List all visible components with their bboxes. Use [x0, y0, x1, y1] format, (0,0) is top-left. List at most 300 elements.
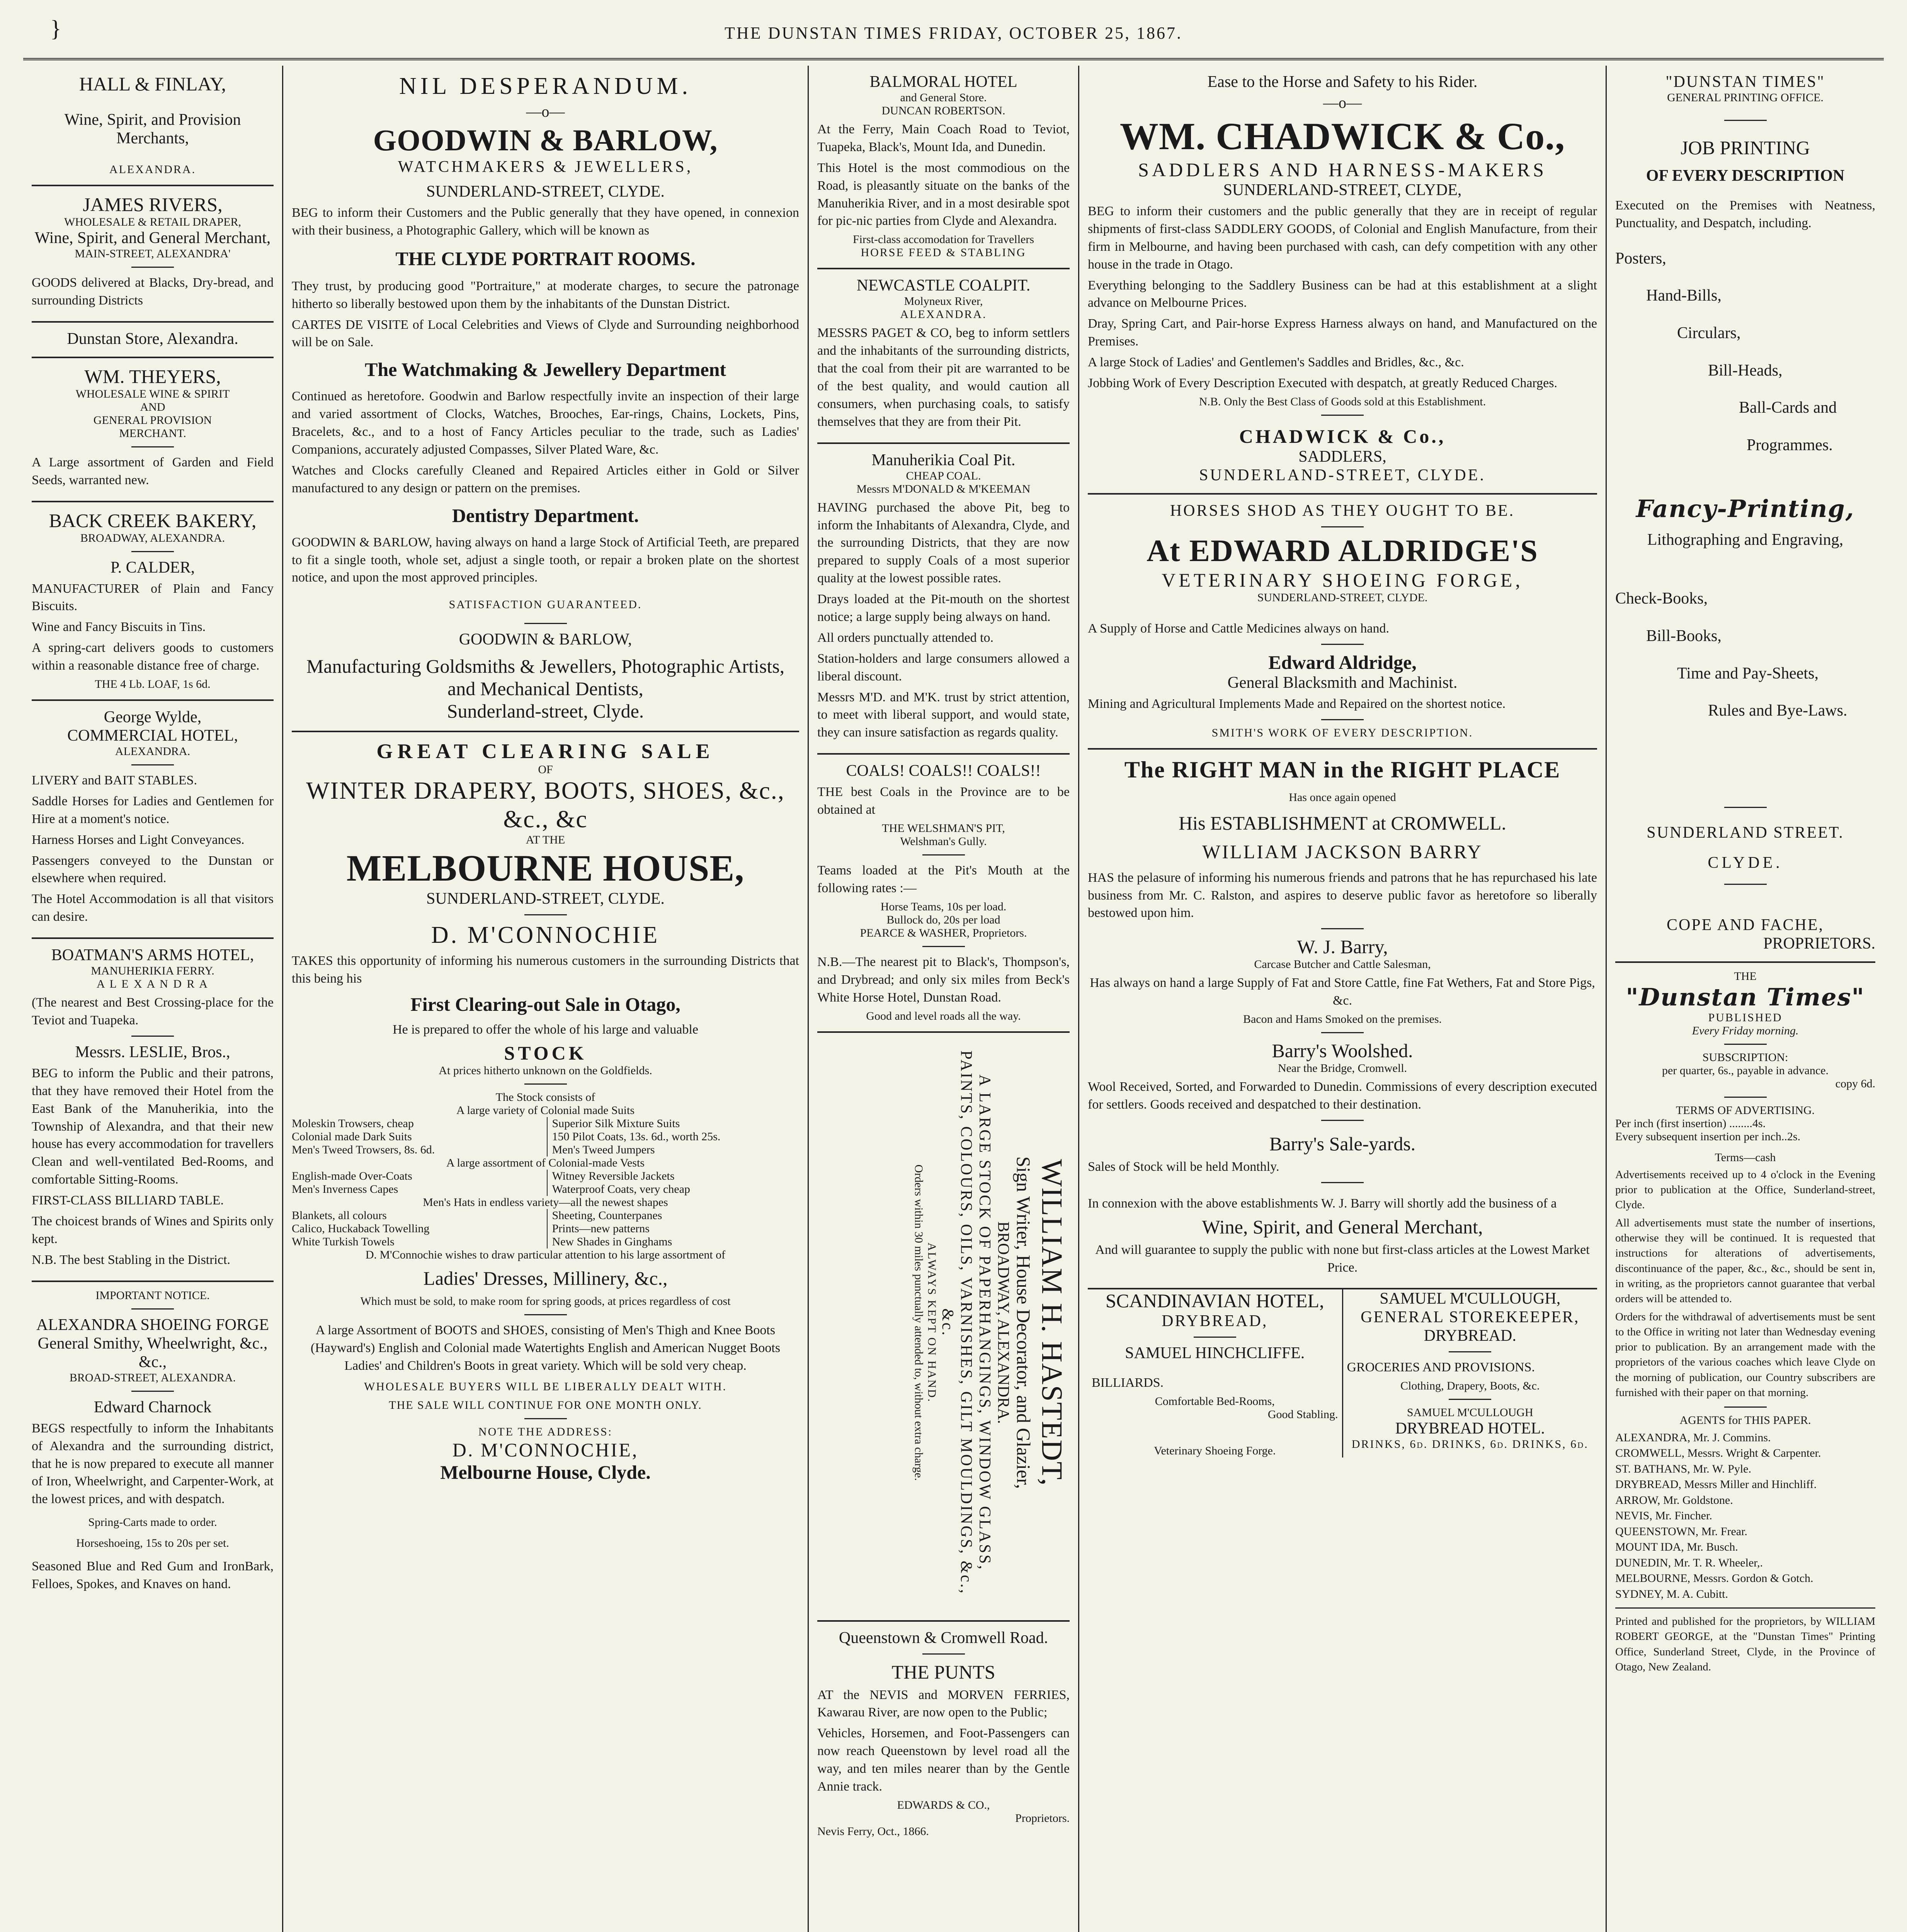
ad-title: WM. CHADWICK & Co.,	[1119, 115, 1565, 158]
ad-text: Bacon and Hams Smoked on the premises.	[1243, 1013, 1442, 1026]
list-item: Programmes.	[1747, 436, 1833, 454]
ad-heading: MELBOURNE HOUSE,	[346, 847, 745, 889]
ad-text: Dray, Spring Cart, and Pair-horse Express Harness always on hand, and Manufactured on the Premises.	[1088, 316, 1597, 349]
ad-text: A large variety of Colonial made Suits	[456, 1104, 635, 1117]
agents-list	[1615, 1430, 1875, 1602]
ad-sign: EDWARDS & CO.,	[897, 1798, 990, 1811]
ad-text: Men's Hats in endless variety—all the newest shapes	[423, 1196, 668, 1209]
ad-sign: SAMUEL M'CULLOUGH	[1407, 1406, 1533, 1419]
ad-owner: SAMUEL HINCHCLIFFE.	[1125, 1344, 1305, 1362]
list-item: DRYBREAD, Messrs Miller and Hinchliff.	[1615, 1478, 1817, 1491]
ad-text: Sales of Stock will be held Monthly.	[1088, 1159, 1279, 1174]
ad-owner: D. M'CONNOCHIE	[431, 922, 660, 949]
list-item: Prints—new patterns	[552, 1222, 650, 1235]
ad-commercial-hotel	[32, 701, 274, 939]
ad-text: Harness Horses and Light Conveyances.	[32, 832, 245, 847]
ad-subtitle: GENERAL PRINTING OFFICE.	[1667, 91, 1824, 104]
ad-text: OF	[538, 763, 553, 776]
ad-text: All advertisements must state the number of insertions, otherwise they will be continued. It is requested that instructions for alterations of advertisements, discontinuance of the paper, &c., &c., should be sent in, in writing, as the proprietors cannot guarantee that verbal orders will be attended to.	[1615, 1217, 1875, 1305]
ad-goodwin-barlow	[292, 66, 799, 732]
list-item: Bill-Books,	[1646, 627, 1722, 645]
ad-text: The choicest brands of Wines and Spirits only kept.	[32, 1214, 274, 1246]
ad-text: Wine, Spirit, and Provision Merchants,	[64, 111, 241, 147]
ad-tagline: HORSES SHOD AS THEY OUGHT TO BE.	[1170, 502, 1515, 520]
ad-text: MANUHERIKIA FERRY.	[91, 964, 214, 978]
ad-text: HAS the pelasure of informing his numerous friends and patrons that he has repurchased his late business from Mr. C. Ralston, and aspires to deserve public favor as heretofore so liberally bestowed upon him.	[1088, 870, 1597, 920]
ad-text: WHOLESALE BUYERS WILL BE LIBERALLY DEALT WITH.	[364, 1380, 727, 1393]
ornament: —o—	[1323, 94, 1362, 111]
divider	[131, 764, 174, 765]
list-item: ST. BATHANS, Mr. W. Pyle.	[1615, 1462, 1752, 1475]
ad-text: BEGS respectfully to inform the Inhabitants of Alexandra and the surrounding district, that he is now prepared to execute all manner of Iron, Wheelwright, and Carpenter-Work, at the lowest prices, and with despatch.	[32, 1421, 274, 1507]
ad-text: HORSE FEED & STABLING	[861, 246, 1026, 259]
item-list	[292, 1170, 799, 1196]
divider	[1724, 1097, 1767, 1098]
list-item: MOUNT IDA, Mr. Busch.	[1615, 1541, 1738, 1554]
ad-title: BACK CREEK BAKERY,	[49, 509, 257, 531]
ad-title: THE PUNTS	[891, 1661, 995, 1683]
ad-text: In connexion with the above establishments W. J. Barry will shortly add the business of a	[1088, 1196, 1557, 1211]
ad-text: Near the Bridge, Cromwell.	[1278, 1062, 1407, 1075]
list-item: ALEXANDRA, Mr. J. Commins.	[1615, 1431, 1771, 1444]
ad-text: Vehicles, Horsemen, and Foot-Passengers can now reach Queenstown by level road all the way, and ten miles nearer than by the Gentle Annie track.	[817, 1726, 1070, 1794]
divider	[524, 1314, 567, 1315]
ad-boatmans-arms	[32, 939, 274, 1282]
divider	[1724, 884, 1767, 885]
ad-theyers	[32, 358, 274, 502]
ad-tagline: Ease to the Horse and Safety to his Rider.	[1207, 73, 1478, 91]
ad-text: (The nearest and Best Crossing-place for the Teviot and Tuapeka.	[32, 995, 274, 1028]
ad-owner: D. M'CONNOCHIE,	[452, 1439, 639, 1461]
ad-text: Every Friday morning.	[1692, 1024, 1799, 1037]
list-item: Bill-Heads,	[1708, 361, 1783, 379]
ad-text: The Hotel Accommodation is all that visitors can desire.	[32, 892, 274, 924]
ad-text: MERCHANT.	[119, 427, 186, 440]
ad-town: ALEXANDRA.	[109, 163, 196, 176]
ad-text: BEG to inform their customers and the public generally that they are in receipt of regular shipments of first-class SADDLERY GOODS, of Colonial and English Manufacture, from their firm in Melbourne, and having been purchased with cash, can defy competition with any other house in the trade in Otago.	[1088, 204, 1597, 272]
ad-subtitle: and General Store.	[900, 91, 987, 104]
ad-text: HAVING purchased the above Pit, beg to inform the Inhabitants of Alexandra, Clyde, and the surrounding Districts, that they are now prepared to supply Coals of a most superior quality at the lowest possible rates.	[817, 500, 1070, 586]
ad-text: Seasoned Blue and Red Gum and IronBark, Felloes, Spokes, and Knaves on hand.	[32, 1559, 274, 1592]
ad-subtitle: SADDLERS AND HARNESS-MAKERS	[1138, 159, 1547, 180]
ad-hall-finlay	[32, 66, 274, 186]
list-item: MELBOURNE, Messrs. Gordon & Gotch.	[1615, 1572, 1813, 1585]
list-item: Circulars,	[1677, 324, 1741, 342]
ad-text: Good and level roads all the way.	[866, 1009, 1021, 1022]
ad-title: COALS! COALS!! COALS!!	[846, 762, 1041, 780]
ad-title: GREAT CLEARING SALE	[376, 740, 714, 763]
ad-text: A large Stock of Ladies' and Gentlemen's Saddles and Bridles, &c., &c.	[1088, 355, 1464, 370]
ad-shoeing-forge	[32, 1282, 274, 1605]
ad-title: The RIGHT MAN in the RIGHT PLACE	[1124, 757, 1561, 782]
ad-text: All orders punctually attended to.	[817, 630, 994, 645]
ad-heading: Barry's Sale-yards.	[1269, 1133, 1416, 1155]
ad-printing-office	[1615, 66, 1875, 963]
ad-subtitle: WINTER DRAPERY, BOOTS, SHOES, &c., &c., &c	[306, 777, 785, 833]
ad-text: BEG to inform the Public and their patrons, that they have removed their Hotel from the East Bank of the Manuherikia, into the Township of Alexandra, and that their new house has every accommodation for travellers Clean and well-ventilated Bed-Rooms, and comfortable Sitting-Rooms.	[32, 1066, 274, 1187]
ad-text: Lithographing and Engraving,	[1647, 531, 1844, 549]
ad-text: DRINKS, 6d. DRINKS, 6d. DRINKS, 6d.	[1351, 1438, 1589, 1451]
ad-text: Good Stabling.	[1267, 1408, 1338, 1421]
ad-aldridge	[1088, 495, 1597, 750]
ad-subtitle: Sign Writer, House Decorator, and Glazier,	[1013, 1156, 1034, 1489]
ad-heading: DRYBREAD HOTEL.	[1395, 1420, 1545, 1438]
ad-text: Advertisements received up to 4 o'clock in the Evening prior to publication at the Office, Sunderland-street, Clyde.	[1615, 1168, 1875, 1211]
ad-text: Continued as heretofore. Goodwin and Barlow respectfully invite an inspection of their large and varied assortment of Clocks, Watches, Brooches, Ear-rings, Chains, Lockets, Pins, Bracelets, &c., and to a host of Fancy Articles peculiar to the trade, such as Ladies' Companions, accurately adjusted Compasses, Silver Plated Ware, &c.	[292, 389, 799, 457]
ad-title: BOATMAN'S ARMS HOTEL,	[51, 946, 254, 964]
list-item: English-made Over-Coats	[292, 1170, 412, 1183]
ad-back-creek-bakery	[32, 502, 274, 701]
ad-sign: COPE AND FACHE,	[1666, 916, 1824, 934]
ad-text: Which must be sold, to make room for spring goods, at prices regardless of cost	[360, 1295, 731, 1308]
ad-title: "Dunstan Times"	[1626, 983, 1865, 1011]
ad-heading: The Watchmaking & Jewellery Department	[364, 359, 726, 381]
item-list	[292, 1117, 799, 1156]
ad-subtitle: Edward Charnock	[94, 1398, 212, 1416]
ad-address: SUNDERLAND STREET.	[1647, 823, 1844, 842]
ad-town: DRYBREAD,	[1162, 1312, 1268, 1330]
list-item: QUEENSTOWN, Mr. Frear.	[1615, 1525, 1747, 1538]
list-item: Men's Tweed Jumpers	[552, 1143, 655, 1156]
ad-text: A large assortment of Colonial-made Vests	[446, 1156, 645, 1170]
ad-text: BEG to inform their Customers and the Public generally that they have opened, in connexion with their business, a Photographic Gallery, which will be known as	[292, 206, 799, 238]
ad-dunstan-store	[32, 323, 274, 358]
ad-text: Per inch (first insertion) ........4s.	[1615, 1117, 1766, 1130]
ad-text: First-class accomodation for Travellers	[852, 233, 1034, 246]
ad-title: SAMUEL M'CULLOUGH,	[1380, 1290, 1561, 1308]
list-item: ARROW, Mr. Goldstone.	[1615, 1493, 1733, 1507]
ad-text: Orders within 30 miles punctually attended to, without extra charge.	[912, 1164, 925, 1481]
divider	[1321, 1120, 1364, 1121]
ad-title: HALL & FINLAY,	[79, 73, 226, 95]
column-1	[23, 66, 282, 1932]
list-item: 150 Pilot Coats, 13s. 6d., worth 25s.	[552, 1130, 721, 1143]
ad-text: D. M'Connochie wishes to draw particular attention to his large assortment of	[365, 1248, 726, 1262]
ad-text: MESSRS PAGET & CO, beg to inform settlers and the inhabitants of the surrounding districts, that the coal from their pit are warranted to be of the best quality, and would caution all consumers, when purchasing coals, to satisfy themselves that they are from their Pit.	[817, 326, 1070, 429]
ad-text: PUBLISHED	[1708, 1011, 1783, 1024]
divider	[1321, 719, 1364, 720]
ad-title: SCANDINAVIAN HOTEL,	[1105, 1290, 1324, 1312]
ad-text: They trust, by producing good "Portraiture," at moderate charges, to secure the patronage hitherto so liberally bestowed upon them by the inhabitants of the Dunstan District.	[292, 279, 799, 311]
ad-subtitle: CHEAP COAL.	[906, 469, 981, 482]
divider	[1724, 120, 1767, 121]
ad-text: Drays loaded at the Pit-mouth on the shortest notice; a large supply being always on hand.	[817, 592, 1070, 624]
ad-text: AT THE	[526, 833, 565, 847]
ad-title: Manuherikia Coal Pit.	[871, 451, 1016, 469]
ad-address: MAIN-STREET, ALEXANDRA'	[75, 247, 231, 260]
ad-text: WHOLESALE & RETAIL DRAPER,	[64, 216, 242, 228]
ad-town: ALEXANDRA.	[900, 308, 987, 321]
ad-melbourne-house	[292, 732, 799, 1492]
ad-date: Nevis Ferry, Oct., 1866.	[817, 1825, 929, 1838]
list-item: Superior Silk Mixture Suits	[552, 1117, 680, 1130]
divider	[922, 1653, 965, 1655]
ad-text: SMITH'S WORK OF EVERY DESCRIPTION.	[1211, 726, 1473, 739]
list-item: Rules and Bye-Laws.	[1708, 702, 1847, 720]
ad-text: Terms—cash	[1715, 1151, 1776, 1164]
ad-text: PEARCE & WASHER, Proprietors.	[860, 926, 1027, 939]
ad-text: N.B. Only the Best Class of Goods sold at this Establishment.	[1199, 395, 1486, 408]
divider	[524, 623, 567, 624]
ad-text: FIRST-CLASS BILLIARD TABLE.	[32, 1193, 224, 1208]
ad-text: NOTE THE ADDRESS:	[478, 1425, 613, 1438]
ad-text: THE	[1734, 969, 1757, 983]
ad-text: Horseshoeing, 15s to 20s per set.	[76, 1537, 229, 1550]
ad-title: George Wylde,	[104, 708, 202, 726]
rotated-ad	[912, 1044, 1068, 1601]
list-item: Witney Reversible Jackets	[552, 1170, 675, 1183]
ad-text: He is prepared to offer the whole of his large and valuable	[393, 1022, 698, 1037]
ad-text: PROPRIETORS.	[1763, 934, 1875, 952]
ad-text: GROCERIES AND PROVISIONS.	[1347, 1360, 1535, 1375]
ad-town: CLYDE.	[1708, 854, 1783, 872]
list-item: Blankets, all colours	[292, 1209, 387, 1222]
ad-town: A L E X A N D R A	[97, 978, 209, 991]
ad-subtitle: OF EVERY DESCRIPTION	[1646, 167, 1845, 185]
list-item: Waterproof Coats, very cheap	[552, 1183, 690, 1196]
ad-heading: STOCK	[504, 1042, 587, 1064]
ad-newcastle-coalpit	[817, 269, 1070, 444]
ad-text: This Hotel is the most commodious on the Road, is pleasantly situate on the banks of the Manuherikia River, and in a most desirable spot for pic-nic parties from Clyde and Alexandra.	[817, 160, 1070, 228]
divider	[922, 854, 965, 855]
ad-heading: Dentistry Department.	[452, 504, 639, 526]
list-item: Men's Inverness Capes	[292, 1183, 398, 1196]
divider	[131, 267, 174, 268]
job-list	[1615, 240, 1875, 464]
ad-text: Carcase Butcher and Cattle Salesman,	[1254, 958, 1431, 971]
ad-text: Bullock do, 20s per load	[886, 913, 1000, 926]
ad-james-rivers	[32, 186, 274, 323]
ad-text: Comfortable Bed-Rooms,	[1155, 1395, 1275, 1408]
ad-text: Wine and Fancy Biscuits in Tins.	[32, 620, 206, 634]
ad-text: Has always on hand a large Supply of Fat and Store Cattle, fine Fat Wethers, Fat and Store Pigs, &c.	[1090, 976, 1595, 1008]
top-rule	[23, 58, 1884, 60]
ad-barry	[1088, 750, 1597, 1290]
list-item: Moleskin Trowsers, cheap	[292, 1117, 414, 1130]
divider	[131, 1391, 174, 1392]
ad-road: Queenstown & Cromwell Road.	[839, 1629, 1048, 1647]
list-item: White Turkish Towels	[292, 1235, 395, 1248]
ad-town: ALEXANDRA.	[115, 745, 191, 758]
ad-text: The Stock consists of	[495, 1091, 595, 1104]
ad-text: AT the NEVIS and MORVEN FERRIES, Kawarau River, are now open to the Public;	[817, 1687, 1070, 1720]
ad-address: BROAD-STREET, ALEXANDRA.	[69, 1371, 236, 1384]
ad-sign: Edward Aldridge,	[1268, 651, 1417, 673]
ad-heading: First Clearing-out Sale in Otago,	[410, 993, 680, 1015]
ad-heading: Ladies' Dresses, Millinery, &c.,	[423, 1267, 668, 1289]
masthead	[23, 16, 1884, 58]
ad-text: copy 6d.	[1835, 1077, 1875, 1090]
list-item: Ball-Cards and	[1739, 399, 1837, 417]
ad-text: CARTES DE VISITE of Local Celebrities and Views of Clyde and Surrounding neighborhood will be on Sale.	[292, 317, 799, 350]
ad-subtitle: General Smithy, Wheelwright, &c., &c.,	[37, 1334, 268, 1371]
list-item: Check-Books,	[1615, 590, 1708, 608]
ad-text: Mining and Agricultural Implements Made and Repaired on the shortest notice.	[1088, 696, 1506, 711]
ad-title: Dunstan Store, Alexandra.	[67, 330, 238, 348]
list-item: CROMWELL, Messrs. Wright & Carpenter.	[1615, 1447, 1821, 1460]
divider	[1724, 807, 1767, 808]
divider	[1321, 928, 1364, 929]
ad-text: Wool Received, Sorted, and Forwarded to Dunedin. Commissions of every description executed for settlers. Goods received and despatched to their destination.	[1088, 1080, 1597, 1112]
ad-manuherikia-coal	[817, 444, 1070, 755]
ad-welshmans-pit	[817, 755, 1070, 1032]
list-item: Posters,	[1615, 249, 1666, 267]
ad-owner: Messrs M'DONALD & M'KEEMAN	[856, 482, 1031, 495]
ad-text: WHOLESALE WINE & SPIRIT	[75, 387, 230, 400]
list-item: DUNEDIN, Mr. T. R. Wheeler,.	[1615, 1556, 1763, 1569]
item-list	[292, 1209, 799, 1248]
ad-sign: SADDLERS,	[1298, 447, 1386, 466]
column-5	[1606, 66, 1884, 1932]
list-item: Time and Pay-Sheets,	[1677, 664, 1819, 682]
ad-notice: IMPORTANT NOTICE.	[95, 1289, 210, 1302]
ad-hastedt	[817, 1033, 1070, 1622]
divider	[1194, 1337, 1236, 1338]
ad-sign-desc: Manufacturing Goldsmiths & Jewellers, Photographic Artists, and Mechanical Dentists,	[306, 655, 785, 700]
ad-the-punts	[817, 1622, 1070, 1847]
ad-address: SUNDERLAND-STREET, CLYDE.	[426, 890, 665, 908]
ad-text: A Large assortment of Garden and Field Seeds, warranted new.	[32, 455, 274, 487]
ad-address: Sunderland-street, Clyde.	[447, 700, 644, 722]
divider	[131, 1308, 174, 1310]
ad-text: BILLIARDS.	[1092, 1376, 1164, 1390]
ad-text: A Supply of Horse and Cattle Medicines always on hand.	[1088, 621, 1389, 636]
divider	[922, 946, 965, 947]
ad-text: SATISFACTION GUARANTEED.	[449, 598, 642, 611]
ad-text: ALWAYS KEPT ON HAND.	[925, 1242, 938, 1403]
ad-address: SUNDERLAND-STREET, CLYDE.	[1199, 466, 1486, 484]
ad-text: AND	[140, 400, 165, 413]
ad-text: Jobbing Work of Every Description Executed with despatch, at greatly Reduced Charges.	[1088, 376, 1557, 391]
list-item: Colonial made Dark Suits	[292, 1130, 412, 1143]
divider	[1449, 1399, 1491, 1400]
column-4	[1078, 66, 1606, 1932]
divider	[1321, 644, 1364, 645]
ad-text: THE SALE WILL CONTINUE FOR ONE MONTH ONLY.	[389, 1398, 702, 1412]
ad-text: LIVERY and BAIT STABLES.	[32, 773, 197, 788]
ad-text: N.B.—The nearest pit to Black's, Thompson's, and Drybread; and only six miles from Beck's White Horse Hotel, Dunstan Road.	[817, 954, 1070, 1005]
list-item: Calico, Huckaback Towelling	[292, 1222, 430, 1235]
ad-text: A LARGE STOCK OF PAPERHANGINGS, WINDOW GLASS, PAINTS, COLOURS, OILS, VARNISHES, GILT MOULDINGS, &c., &c.	[939, 1050, 993, 1595]
ad-address: SUNDERLAND-STREET, CLYDE,	[1223, 181, 1462, 199]
ad-address: SUNDERLAND-STREET, CLYDE.	[1257, 591, 1428, 604]
ad-text: Horse Teams, 10s per load.	[880, 900, 1007, 913]
divider	[1321, 1182, 1364, 1183]
divider	[1724, 1044, 1767, 1045]
ad-town: DRYBREAD.	[1424, 1327, 1516, 1345]
ad-text: Executed on the Premises with Neatness, Punctuality, and Despatch, including.	[1615, 198, 1875, 230]
ad-heading: JOB PRINTING	[1681, 137, 1810, 158]
ad-heading: Barry's Woolshed.	[1272, 1040, 1413, 1062]
ad-paper-info	[1615, 963, 1875, 1686]
ad-motto: NIL DESPERANDUM.	[399, 73, 692, 99]
ad-chadwick	[1088, 66, 1597, 495]
divider	[524, 1418, 567, 1419]
list-item: SYDNEY, M. A. Cubitt.	[1615, 1587, 1728, 1600]
ad-text: At prices hitherto unknown on the Goldfields.	[439, 1064, 652, 1077]
ad-text: General Blacksmith and Machinist.	[1227, 673, 1458, 692]
ad-text: Everything belonging to the Saddlery Business can be had at this establishment at a slight advance on Melbourne Prices.	[1088, 278, 1597, 310]
ad-text: Every subsequent insertion per inch..2s.	[1615, 1130, 1801, 1143]
column-2	[282, 66, 808, 1932]
ad-text: At the Ferry, Main Coach Road to Teviot, Tuapeka, Black's, Mount Ida, and Dunedin.	[817, 122, 1070, 154]
ad-subtitle: WATCHMAKERS & JEWELLERS,	[398, 158, 693, 176]
ad-text: Orders for the withdrawal of advertisements must be sent to the Office in writing not later than Wednesday evening prior to publication. By an arrangement made with the proprietors of the various coaches which leave Clyde on the morning of publication, our Country subscribers are furnished with their paper on that morning.	[1615, 1310, 1875, 1399]
column-3	[808, 66, 1078, 1932]
ad-text: THE best Coals in the Province are to be obtained at	[817, 785, 1070, 817]
divider	[131, 551, 174, 552]
ad-text: TAKES this opportunity of informing his numerous customers in the surrounding Districts that this being his	[292, 954, 799, 986]
ad-text: THE WELSHMAN'S PIT,	[882, 822, 1005, 835]
ad-text: Proprietors.	[1015, 1811, 1070, 1825]
ad-subtitle: VETERINARY SHOEING FORGE,	[1162, 569, 1523, 591]
divider	[1724, 1406, 1767, 1408]
ad-title: WILLIAM H. HASTEDT,	[1036, 1158, 1068, 1486]
ad-subtitle: P. CALDER,	[110, 558, 195, 577]
ad-text: GOODWIN & BARLOW, having always on hand a large Stock of Artificial Teeth, are prepared to fit a single tooth, whole set, adjust a single tooth, or repair a broken plate on the shortest notice, and upon the most approved principles.	[292, 535, 799, 585]
ad-heading: Fancy-Printing,	[1636, 495, 1855, 523]
ad-address: Melbourne House, Clyde.	[440, 1461, 651, 1483]
ad-text: Wine, Spirit, and General Merchant,	[34, 229, 271, 247]
ad-subtitle: Messrs. LESLIE, Bros.,	[75, 1043, 230, 1061]
ad-text: GENERAL PROVISION	[93, 413, 212, 427]
ad-sign: W. J. Barry,	[1297, 936, 1388, 958]
ad-subtitle: COMMERCIAL HOTEL,	[67, 727, 238, 745]
ad-text: Messrs M'D. and M'K. trust by strict attention, to meet with liberal support, and would state, they can insure satisfaction as regards quality.	[817, 690, 1070, 740]
ad-sign: CHADWICK & Co.,	[1239, 425, 1446, 447]
ad-text: A large Assortment of BOOTS and SHOES, consisting of Men's Thigh and Knee Boots (Hayward's) English and Colonial made Watertights English and American Nugget Boots Ladies' and Children's Boots in great variety. Which will be sold very cheap.	[310, 1323, 781, 1373]
ad-mccullough	[1342, 1289, 1597, 1458]
ad-address: BROADWAY, ALEXANDRA.	[80, 531, 225, 544]
ad-owner: DUNCAN ROBERTSON.	[881, 104, 1005, 117]
ad-text: Passengers conveyed to the Dunstan or elsewhere when required.	[32, 853, 274, 886]
ad-title: "DUNSTAN TIMES"	[1665, 73, 1825, 91]
ad-title: JAMES RIVERS,	[83, 194, 223, 215]
ad-heading: AGENTS for THIS PAPER.	[1679, 1413, 1811, 1427]
ad-text: Station-holders and large consumers allowed a liberal discount.	[817, 651, 1070, 684]
list-item: Sheeting, Counterpanes	[552, 1209, 662, 1222]
ad-heading: TERMS OF ADVERTISING.	[1676, 1104, 1815, 1117]
ad-title: BALMORAL HOTEL	[869, 73, 1017, 91]
divider	[524, 914, 567, 915]
ad-text: A spring-cart delivers goods to customers within a reasonable distance free of charge.	[32, 641, 274, 673]
ad-balmoral-hotel	[817, 66, 1070, 269]
divider	[1321, 526, 1364, 527]
ad-text: GOODS delivered at Blacks, Dry-bread, and surrounding Districts	[32, 276, 274, 308]
ad-text: And will guarantee to supply the public with none but first-class articles at the Lowest Market Price.	[1095, 1242, 1590, 1275]
list-item: Hand-Bills,	[1646, 287, 1722, 305]
divider	[1449, 1351, 1491, 1352]
ad-text: MANUFACTURER of Plain and Fancy Biscuits.	[32, 581, 274, 614]
ad-address: SUNDERLAND-STREET, CLYDE.	[426, 183, 665, 201]
ad-address: BROADWAY, ALEXANDRA.	[994, 1221, 1012, 1424]
ad-heading: THE CLYDE PORTRAIT ROOMS.	[395, 247, 696, 269]
ad-text: per quarter, 6s., payable in advance.	[1662, 1064, 1829, 1077]
ad-text: Watches and Clocks carefully Cleaned and Repaired Articles either in Gold or Silver manufactured to any design or pattern on the premises.	[292, 463, 799, 495]
ad-text: Clothing, Drapery, Boots, &c.	[1400, 1379, 1540, 1393]
ad-text: Spring-Carts made to order.	[88, 1516, 217, 1529]
list-item: NEVIS, Mr. Fincher.	[1615, 1509, 1712, 1522]
ad-text: Molyneux River,	[904, 295, 983, 308]
ad-text: THE 4 Lb. LOAF, 1s 6d.	[95, 678, 211, 691]
page-title: THE DUNSTAN TIMES FRIDAY, OCTOBER 25, 1867.	[724, 24, 1183, 43]
bottom-ads	[1088, 1289, 1597, 1458]
list-item: Men's Tweed Trowsers, 8s. 6d.	[292, 1143, 435, 1156]
ornament: —o—	[526, 103, 565, 120]
divider	[1321, 1032, 1364, 1033]
ad-scandinavian-hotel	[1088, 1289, 1342, 1458]
list-item: New Shades in Ginghams	[552, 1235, 672, 1248]
